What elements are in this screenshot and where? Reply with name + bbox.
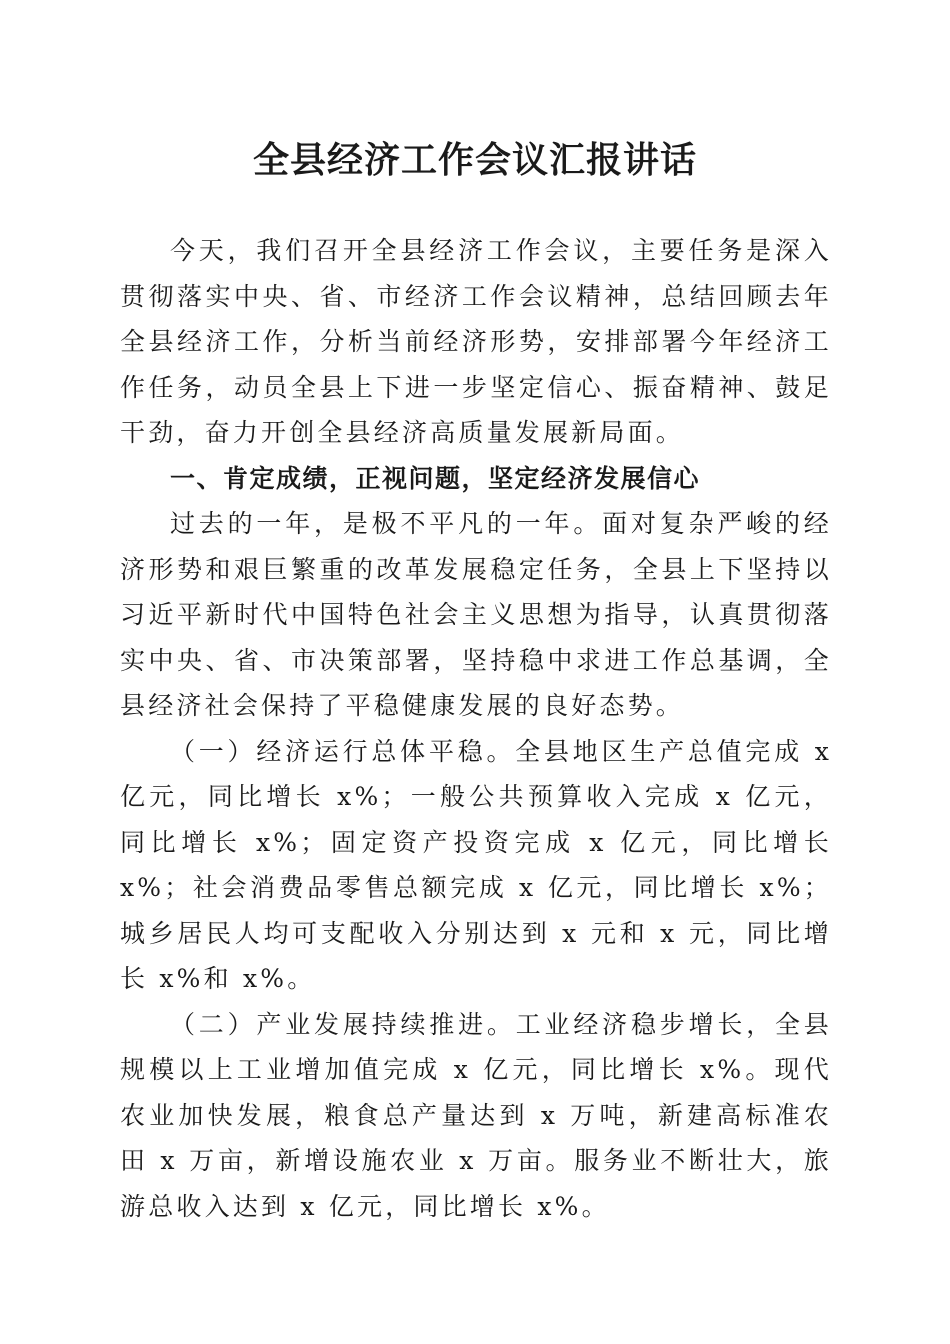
item-2-paragraph xyxy=(120,1002,832,1230)
item-1-body: 全县地区生产总值完成 x 亿元，同比增长 x%；一般公共预算收入完成 x 亿元，同比增长 x%；固定资产投资完成 x 亿元，同比增长 x%；社会消费品零售总额完成 x 亿元，同比增长 x%；城乡居民人均可支配收入分别达到 x 元和 x 元，同比增长 x%和 x%。 xyxy=(120,736,832,993)
item-1-lead: （一）经济运行总体平稳。 xyxy=(170,736,516,766)
intro-paragraph: 今天，我们召开全县经济工作会议，主要任务是深入贯彻落实中央、省、市经济工作会议精神，总结回顾去年全县经济工作，分析当前经济形势，安排部署今年经济工作任务，动员全县上下进一步坚定信心、振奋精神、鼓足干劲，奋力开创全县经济高质量发展新局面。 xyxy=(120,236,832,447)
review-paragraph: 过去的一年，是极不平凡的一年。面对复杂严峻的经济形势和艰巨繁重的改革发展稳定任务，全县上下坚持以习近平新时代中国特色社会主义思想为指导，认真贯彻落实中央、省、市决策部署，坚持稳中求进工作总基调，全县经济社会保持了平稳健康发展的良好态势。 xyxy=(120,509,832,720)
item-1-paragraph xyxy=(120,729,832,1002)
item-2-lead: （二）产业发展持续推进。 xyxy=(170,1009,516,1039)
section-heading-1: 一、肯定成绩，正视问题，坚定经济发展信心 xyxy=(170,463,701,493)
document-title: 全县经济工作会议汇报讲话 xyxy=(252,139,697,181)
document-body xyxy=(120,228,832,1229)
item-2-body: 工业经济稳步增长，全县规模以上工业增加值完成 x 亿元，同比增长 x%。现代农业加快发展，粮食总产量达到 x 万吨，新建高标准农田 x 万亩，新增设施农业 x 万亩。服务业不断壮大，旅游总收入达到 x 亿元，同比增长 x%。 xyxy=(120,1009,833,1221)
